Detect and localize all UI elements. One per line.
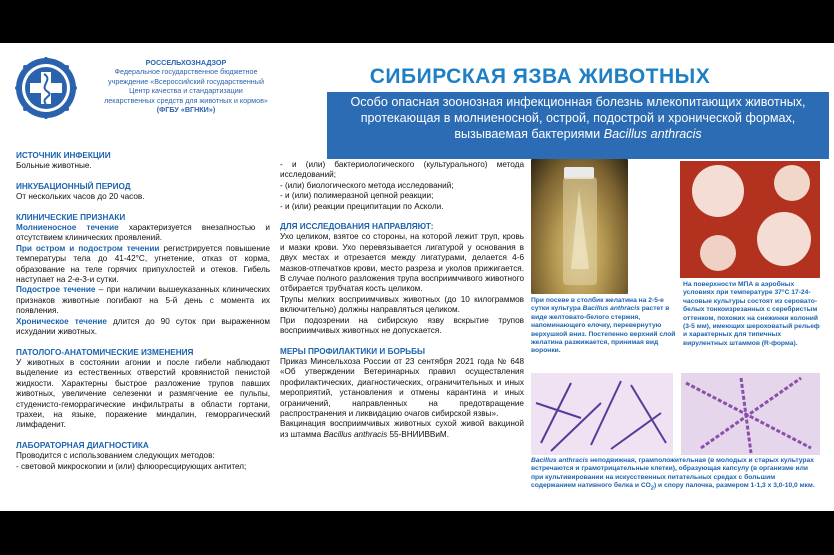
lab-heading: ЛАБОРАТОРНАЯ ДИАГНОСТИКА bbox=[16, 440, 149, 450]
microscopy-photo-1 bbox=[531, 373, 673, 455]
agency-name: РОССЕЛЬХОЗНАДЗОР bbox=[145, 58, 227, 67]
clinical-heading: КЛИНИЧЕСКИЕ ПРИЗНАКИ bbox=[16, 212, 126, 222]
org-line-2: учреждение «Всероссийский государственный bbox=[108, 76, 264, 86]
clinical-acute bbox=[16, 244, 270, 286]
caption-agar: На поверхности МПА в аэробных условиях при температуре 37°С 17-24-часовые культуры состоят из серовато-белых тонкоизрезанных с серебристым оттенком, похожих на снежинки колоний (3-5 мм), имеющих шероховатый рельеф и характерных для типичных вирулентных штаммов (R-форма). bbox=[683, 281, 820, 347]
pathology-text: У животных в состоянии агонии и после гибели наблюдают выделение из естественных отверстий кровянистой пенистой жидкости. Характерны быстрое разложение трупов павших животных, увеличение селезенки и размягчение ее пульпы, студенисто-геморрагические инфильтраты в области гортани, трахеи, на языке, поражение миндалин, геморрагический лимфаденит. bbox=[16, 357, 270, 430]
caption-microscopy bbox=[531, 457, 821, 493]
lab-method-4: - и (или) полимеразной цепной реакции; bbox=[280, 191, 434, 201]
vgnki-logo bbox=[14, 56, 78, 120]
incubation-text: От нескольких часов до 20 часов. bbox=[16, 192, 145, 202]
chronic-label: Хроническое течение bbox=[16, 316, 107, 326]
subtitle-text: Особо опасная зоонозная инфекционная болезнь млекопитающих животных, протекающая в молниеносной, острой, подострой и хронической формах, вызываемая бактериями bbox=[350, 95, 806, 141]
middle-column bbox=[280, 160, 524, 440]
lab-method-2: - и (или) бактериологического (культурального) метода исследований; bbox=[280, 160, 524, 180]
agar-colonies-photo bbox=[680, 161, 820, 278]
acute-text: регистрируется повышение температуры тела до 41-42°С, угнетение, отказ от корма, образование на теле горячих припухлостей и отеков. Гибель наступает на 2-е-3-и сутки. bbox=[16, 243, 270, 285]
chronic-text: длится до 90 суток при выраженном исхудании животных. bbox=[16, 316, 270, 337]
pathology-heading: ПАТОЛОГО-АНАТОМИЧЕСКИЕ ИЗМЕНЕНИЯ bbox=[16, 347, 194, 357]
subtitle-band bbox=[327, 92, 829, 159]
samples-text-2: Трупы мелких восприимчивых животных (до 10 килограммов включительно) должны направляться целиком. bbox=[280, 294, 524, 315]
organization-block bbox=[90, 58, 282, 114]
samples-text-3: При подозрении на сибирскую язву вскрытие трупов восприимчивых животных не допускается. bbox=[280, 315, 524, 336]
subacute-text: – при наличии вышеуказанных клинических признаков животные погибают на 5-й день с момента их появления. bbox=[16, 285, 270, 316]
poster bbox=[0, 43, 834, 511]
caption-gelatin-species: Bacillus anthracis bbox=[582, 305, 640, 313]
lab-method-5: - и (или) реакции преципитации по Асколи. bbox=[280, 201, 444, 211]
lab-method-1: - световой микроскопии и (или) флюоресцирующих антител; bbox=[16, 461, 247, 471]
subtitle-species: Bacillus anthracis bbox=[603, 127, 702, 141]
measures-heading: МЕРЫ ПРОФИЛАКТИКИ И БОРЬБЫ bbox=[280, 346, 426, 356]
vaccination-text-a: Вакцинация восприимчивых животных сухой живой вакциной из штамма bbox=[280, 419, 524, 439]
org-line-1: Федеральное государственное бюджетное bbox=[114, 67, 258, 77]
incubation-heading: ИНКУБАЦИОННЫЙ ПЕРИОД bbox=[16, 181, 131, 191]
gelatin-culture-photo bbox=[531, 159, 628, 294]
source-heading: ИСТОЧНИК ИНФЕКЦИИ bbox=[16, 151, 111, 160]
caption-gelatin bbox=[531, 297, 678, 356]
left-column bbox=[16, 151, 270, 472]
vaccination-species: Bacillus anthracis bbox=[323, 429, 388, 439]
vaccination-text-b: 55-ВНИИВВиМ. bbox=[387, 429, 450, 439]
caption-microscopy-sub: 2 bbox=[650, 485, 654, 492]
clinical-fulminant bbox=[16, 223, 270, 244]
samples-text: Ухо целиком, взятое со стороны, на которой лежит труп, кровь и мазки крови. Ухо перевязывается лигатурой у основания в двух местах и отрезается между лигатурами, делается 4-6 мазков-отпечатков крови, место разреза и уколов прижигается. В случае полного разложения трупа восприимчивого животного отбирается трубчатая кость целиком. bbox=[280, 232, 524, 294]
fulminant-label: Молниеносное течение bbox=[16, 223, 119, 233]
caption-microscopy-b: ) и спору палочка, размером 1-1,3 х 3,0-10,0 мкм. bbox=[653, 482, 815, 490]
subacute-label: Подострое течение bbox=[16, 285, 96, 295]
caption-microscopy-a: неподвижная, грамположительная (в молодых и старых культурах встречаются и грамотрицательные клетки), образующая капсулу (в организме или при культивировании на искусственных питательных средах с большим содержанием нативного белка и CO bbox=[531, 457, 814, 490]
poster-title: СИБИРСКАЯ ЯЗВА ЖИВОТНЫХ bbox=[369, 65, 711, 88]
caption-microscopy-species: Bacillus anthracis bbox=[531, 457, 589, 464]
measures-text: Приказ Минсельхоза России от 23 сентября 2021 года № 648 «Об утверждении Ветеринарных правил осуществления профилактических, диагностических, ограничительных и иных мероприятий, установления и отмены карантина и иных ограничений, направленных на предотвращение распространения и ликвидацию очагов сибирской язвы». bbox=[280, 356, 524, 418]
source-text: Больные животные. bbox=[16, 161, 92, 171]
clinical-chronic bbox=[16, 317, 270, 338]
lab-method-3: - (или) биологического метода исследований; bbox=[280, 180, 454, 190]
clinical-subacute bbox=[16, 285, 270, 316]
caption-gelatin-a: При посеве в столбик желатина на 2-5-е сутки культура bbox=[531, 297, 664, 313]
org-abbreviation: (ФГБУ «ВГНКИ») bbox=[156, 105, 216, 115]
fulminant-text: характеризуется внезапностью и отсутствием клинических проявлений. bbox=[16, 223, 271, 243]
vaccination-text bbox=[280, 419, 524, 440]
caption-gelatin-b: растет в виде желтовато-белого стержня, напоминающего елочку, перевернутую верхушкой вниз. Постепенно верхний слой желатина разжижается, принимая вид воронки. bbox=[531, 305, 676, 355]
org-line-3: Центр качества и стандартизации bbox=[129, 86, 243, 96]
samples-heading: ДЛЯ ИССЛЕДОВАНИЯ НАПРАВЛЯЮТ: bbox=[280, 222, 434, 232]
microscopy-photo-2 bbox=[681, 373, 820, 455]
org-line-4: лекарственных средств для животных и кормов» bbox=[104, 95, 268, 105]
lab-text: Проводится с использованием следующих методов: bbox=[16, 451, 215, 461]
acute-label: При остром и подостром течении bbox=[16, 243, 160, 253]
